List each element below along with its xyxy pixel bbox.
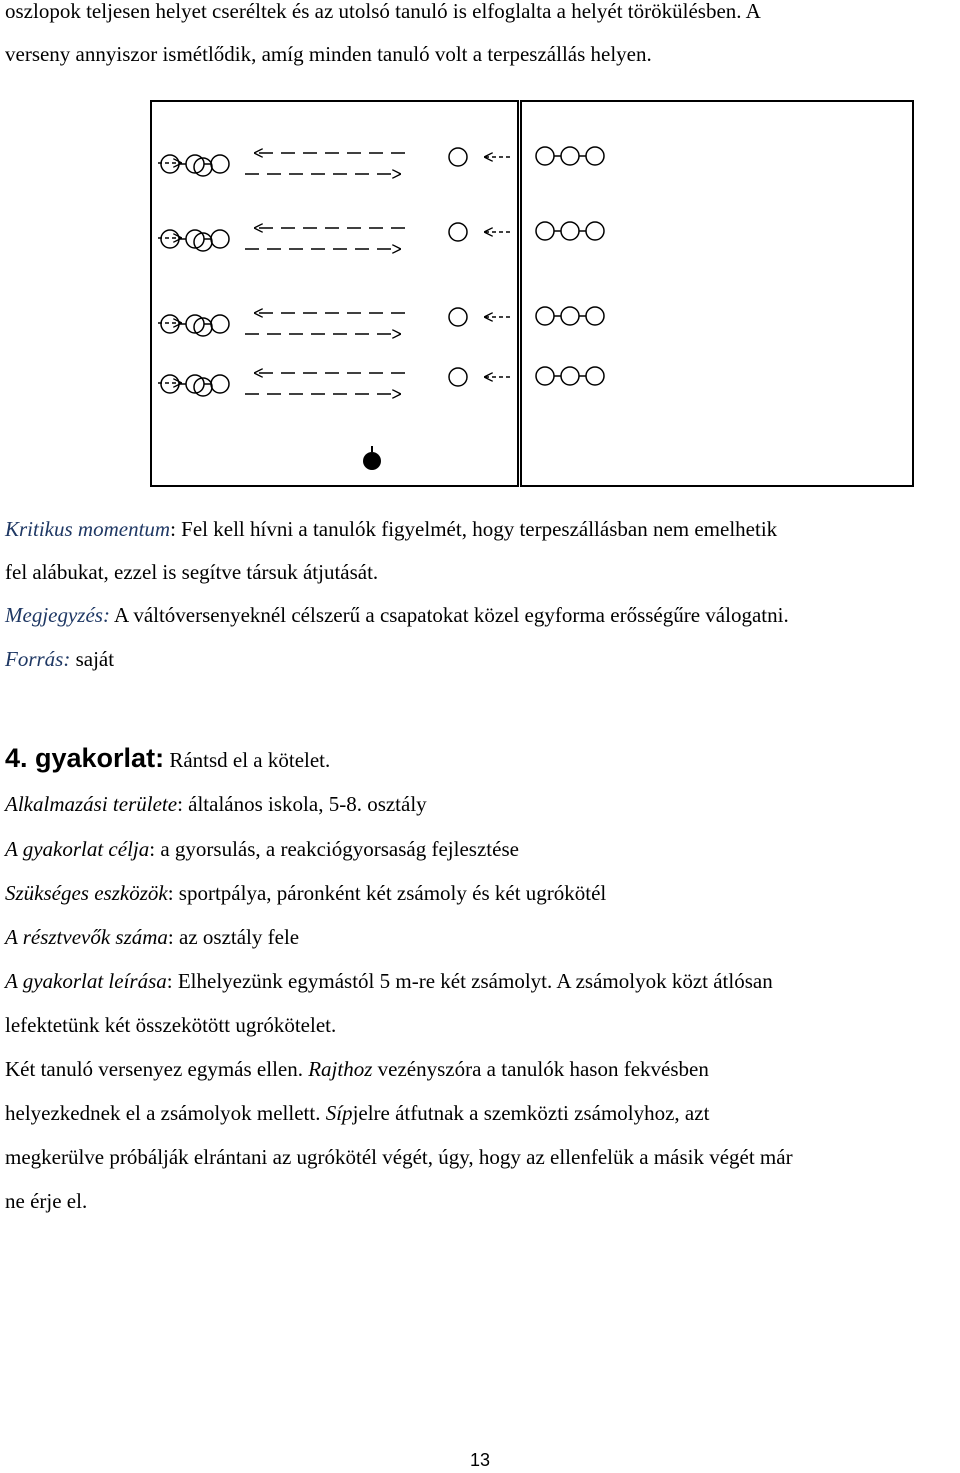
- desc-line-1: [5, 967, 773, 995]
- desc-line-3: [5, 1055, 709, 1083]
- player-left-1-3: [211, 155, 229, 173]
- area-text: : általános iskola, 5-8. osztály: [177, 792, 427, 816]
- exercise-heading: [5, 744, 330, 774]
- intro-line-2: verseny annyiszor ismétlődik, amíg minden tanuló volt a terpeszállás helyen.: [5, 42, 652, 66]
- forras-line: [5, 645, 114, 673]
- participants-line: [5, 923, 299, 951]
- player-right-1-2: [561, 147, 579, 165]
- player-left-2-3: [211, 230, 229, 248]
- player-left-2-1: [161, 230, 179, 248]
- megjegyzes-text: A váltóversenyeknél célszerű a csapatokat közel egyforma erősségűre válogatni.: [109, 603, 789, 627]
- kritikus-line-2: fel alábukat, ezzel is segítve társuk átjutását.: [5, 560, 379, 584]
- player-left-3-1: [161, 315, 179, 333]
- desc-line-5: megkerülve próbálják elrántani az ugrókötél végét, úgy, hogy az ellenfelük a másik végét már: [5, 1145, 793, 1169]
- player-right-2-2: [561, 222, 579, 240]
- desc-label: A gyakorlat leírása: [5, 969, 167, 993]
- tools-line: [5, 879, 606, 907]
- forras-text: saját: [70, 647, 115, 671]
- player-left-1-1: [161, 155, 179, 173]
- desc-text-3a: Két tanuló versenyez egymás ellen.: [5, 1057, 309, 1081]
- exercise-title: Rántsd el a kötelet.: [164, 748, 331, 772]
- desc-text-1: : Elhelyezünk egymástól 5 m-re két zsámolyt. A zsámolyok közt átlósan: [166, 969, 773, 993]
- diagram-right-field: [521, 101, 913, 486]
- player-right-2-1: [536, 222, 554, 240]
- megjegyzes-colon: :: [102, 603, 110, 627]
- desc-text-4b: Síp: [325, 1101, 353, 1125]
- area-label: Alkalmazási területe: [5, 792, 178, 816]
- tools-label: Szükséges eszközök: [5, 881, 168, 905]
- goal-line: [5, 835, 519, 863]
- relay-diagram: [150, 100, 915, 488]
- desc-line-4: [5, 1099, 709, 1127]
- page-number: 13: [469, 1450, 491, 1470]
- player-right-1-1: [536, 147, 554, 165]
- player-right-3-3: [586, 307, 604, 325]
- intro-line-1: oszlopok teljesen helyet cseréltek és az utolsó tanuló is elfoglalta a helyét törökülésben. A: [5, 0, 761, 23]
- player-right-4-2: [561, 367, 579, 385]
- desc-text-3c: vezényszóra a tanulók hason fekvésben: [372, 1057, 709, 1081]
- area-line: [5, 790, 427, 818]
- player-left-4-1: [161, 375, 179, 393]
- kritikus-text-1: : Fel kell hívni a tanulók figyelmét, hogy terpeszállásban nem emelhetik: [170, 517, 778, 541]
- player-right-3-2: [561, 307, 579, 325]
- player-left-3-3: [211, 315, 229, 333]
- desc-text-3b: Rajthoz: [308, 1057, 373, 1081]
- exercise-number: 4. gyakorlat:: [5, 743, 165, 773]
- megjegyzes-label: Megjegyzés: [5, 603, 103, 627]
- goal-label: A gyakorlat célja: [5, 837, 150, 861]
- desc-text-4a: helyezkednek el a zsámolyok mellett.: [5, 1101, 326, 1125]
- runner-right-1: [449, 148, 467, 166]
- player-right-1-3: [586, 147, 604, 165]
- forras-label: Forrás:: [5, 647, 71, 671]
- runner-right-3: [449, 308, 467, 326]
- kritikus-label: Kritikus momentum: [5, 517, 171, 541]
- kritikus-line-1: [5, 515, 777, 543]
- whistle-marker: [363, 452, 381, 470]
- participants-label: A résztvevők száma: [5, 925, 168, 949]
- goal-text: : a gyorsulás, a reakciógyorsaság fejlesztése: [149, 837, 519, 861]
- player-right-4-1: [536, 367, 554, 385]
- desc-line-6: ne érje el.: [5, 1189, 88, 1213]
- participants-text: : az osztály fele: [167, 925, 300, 949]
- player-right-3-1: [536, 307, 554, 325]
- runner-right-2: [449, 223, 467, 241]
- tools-text: : sportpálya, páronként két zsámoly és két ugrókötél: [167, 881, 607, 905]
- desc-text-4c: jelre átfutnak a szemközti zsámolyhoz, azt: [352, 1101, 710, 1125]
- desc-line-2: lefektetünk két összekötött ugrókötelet.: [5, 1013, 337, 1037]
- player-right-4-3: [586, 367, 604, 385]
- megjegyzes-line: [5, 601, 789, 629]
- player-left-4-3: [211, 375, 229, 393]
- player-right-2-3: [586, 222, 604, 240]
- runner-right-4: [449, 368, 467, 386]
